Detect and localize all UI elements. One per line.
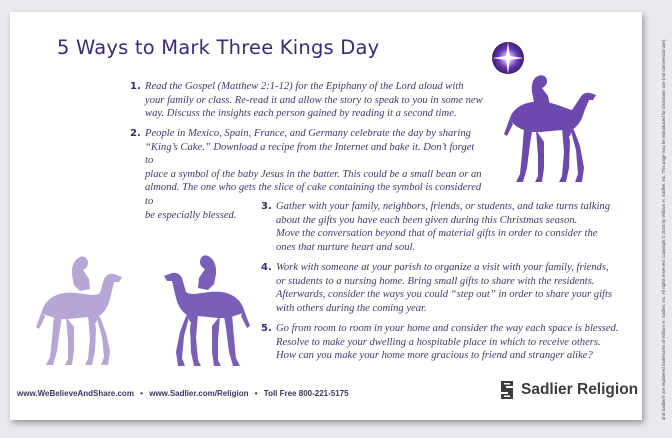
website-link-sadlier[interactable]: www.Sadlier.com/Religion bbox=[149, 389, 249, 398]
list-item-4 bbox=[261, 261, 626, 315]
item-line: People in Mexico, Spain, France, and Germany celebrate the day by sharing bbox=[145, 128, 471, 139]
footer-separator: • bbox=[254, 389, 258, 398]
website-link-webelieveandshare[interactable]: www.WeBelieveAndShare.com bbox=[17, 389, 134, 398]
item-line: Resolve to make your dwelling a hospitable place in which to receive others. bbox=[276, 336, 601, 348]
item-line: How can you make your home more gracious to friend and stranger alike? bbox=[276, 350, 593, 362]
list-item-3 bbox=[261, 200, 626, 254]
brand-logo bbox=[499, 379, 638, 401]
page-title: 5 Ways to Mark Three Kings Day bbox=[57, 36, 380, 59]
item-line: be especially blessed. bbox=[145, 209, 237, 221]
camel-rider-left-icon bbox=[146, 252, 258, 368]
camel-rider-light-icon bbox=[28, 253, 143, 368]
item-line: Read the Gospel (Matthew 2:1-12) for the Epiphany of the Lord aloud with bbox=[145, 81, 464, 92]
legal-text: and Sadlier® are registered trademarks of William H. Sadlier, Inc. All rights reserved. Copyright © 2015 by William H. Sadlier, Inc. This page may be reproduced for classroom use (not commercial use). bbox=[661, 38, 666, 420]
legal-sidebar bbox=[652, 38, 666, 420]
item-line: way. Discuss the insights each person gained by reading it a second time. bbox=[145, 108, 457, 120]
item-line: place a symbol of the baby Jesus in the batter. This could be a small bean or an bbox=[145, 168, 482, 180]
item-line: your family or class. Re-read it and allow the story to speak to you in some new bbox=[145, 94, 483, 106]
item-line: Go from room to room in your home and consider the way each space is blessed. bbox=[276, 323, 619, 334]
item-number: 4. bbox=[261, 262, 272, 273]
item-line: almond. The one who gets the slice of cake containing the symbol is considered to bbox=[145, 182, 482, 207]
item-line: Gather with your family, neighbors, friends, or students, and take turns talking bbox=[276, 201, 610, 212]
item-number: 2. bbox=[130, 128, 141, 139]
list-item-1 bbox=[130, 80, 485, 121]
footer-contact bbox=[17, 389, 353, 398]
item-line: Work with someone at your parish to organize a visit with your family, friends, bbox=[276, 262, 609, 273]
item-line: ones that nurture heart and soul. bbox=[276, 241, 416, 253]
list-item-5 bbox=[261, 322, 626, 363]
item-line: or students to a nursing home. Bring small gifts to share with the residents. bbox=[276, 275, 595, 287]
phone-number: Toll Free 800-221-5175 bbox=[263, 389, 349, 398]
brand-name: Sadlier Religion bbox=[521, 381, 639, 398]
item-line: Move the conversation beyond that of material gifts in order to consider the bbox=[276, 228, 598, 240]
item-line: “King’s Cake.” Download a recipe from the Internet and bake it. Don’t forget to bbox=[145, 141, 475, 167]
item-line: about the gifts you have each been given during this Christmas season. bbox=[276, 214, 578, 226]
camel-rider-right-icon bbox=[492, 72, 612, 187]
item-line: Afterwards, consider the ways you could “step out” in order to share your gifts bbox=[276, 289, 613, 301]
item-number: 5. bbox=[261, 323, 272, 334]
sadlier-s-icon bbox=[499, 379, 515, 401]
item-number: 3. bbox=[261, 201, 272, 212]
item-number: 1. bbox=[130, 81, 141, 92]
footer-separator: • bbox=[140, 389, 143, 398]
item-line: with others during the coming year. bbox=[276, 302, 427, 314]
